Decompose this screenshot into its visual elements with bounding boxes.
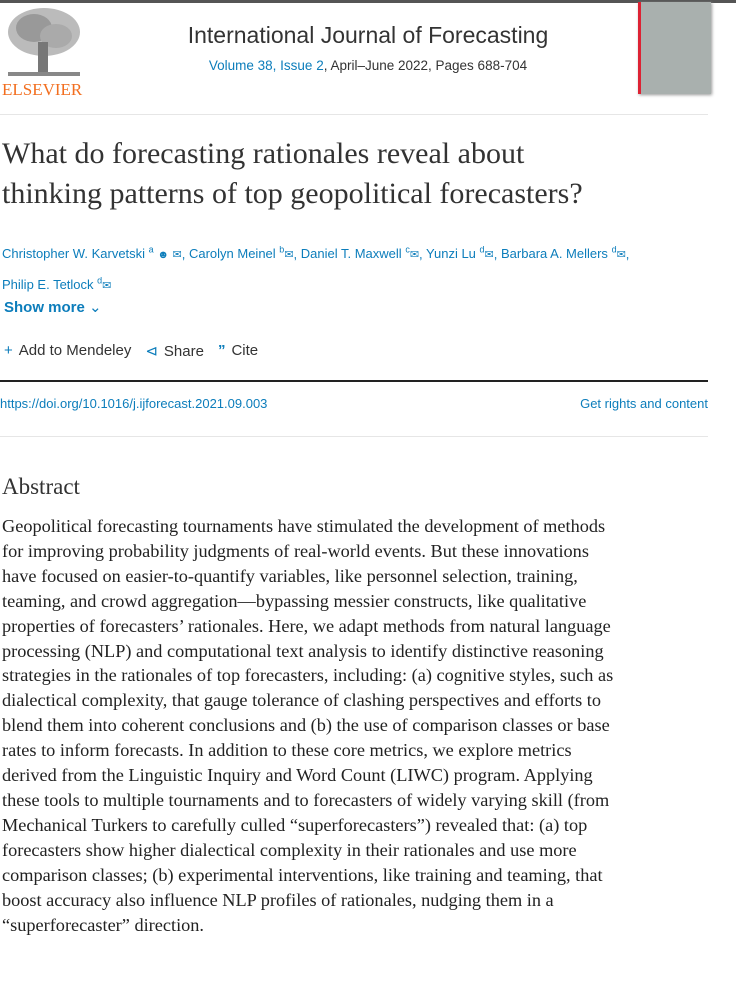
email-icon[interactable]: ✉ [616, 249, 626, 262]
abstract-line: Mechanical Turkers to carefully culled “superforecasters”) revealed that: (a) top [2, 814, 588, 835]
article-actions [4, 342, 258, 360]
journal-title[interactable]: International Journal of Forecasting [187, 22, 549, 48]
abstract-line: dialectical complexity, that gauge tolerance of clashing perspectives and efforts to [2, 690, 601, 711]
person-icon: ☻ [157, 249, 169, 262]
abstract-line: derived from the Linguistic Inquiry and Word Count (LIWC) program. Applying [2, 765, 593, 786]
email-icon[interactable]: ✉ [172, 249, 182, 262]
abstract-line: forecasters show higher dialectical complexity in their rationales and use more [2, 839, 577, 860]
publisher-name: ELSEVIER [2, 80, 83, 99]
doi-link[interactable]: https://doi.org/10.1016/j.ijforecast.2021.09.003 [0, 396, 268, 411]
abstract-line: Geopolitical forecasting tournaments have stimulated the development of methods [2, 516, 606, 536]
plus-icon: + [4, 342, 13, 359]
abstract-line: for improving probability judgments of real-world events. But these innovations [2, 540, 589, 561]
author-link[interactable]: Christopher W. Karvetski $^a$ ☻ ✉ [2, 245, 182, 262]
volume-issue-link[interactable]: Volume 38, Issue 2 [208, 58, 324, 73]
abstract-heading: Abstract [2, 474, 80, 499]
abstract-line: boost accuracy also influence NLP profiles of rationales, nudging them in a [2, 889, 554, 910]
title-line: What do forecasting rationales reveal about [2, 137, 525, 170]
email-icon[interactable]: ✉ [102, 279, 112, 292]
author-list: Christopher W. Karvetski $^a$ ☻ ✉, Carolyn Meinel $^b$✉, Daniel T. Maxwell $^c$✉, Yunzi Lu $^d$✉, Barbara A. Mellers $^d$✉, Philip E. Tetlock $^d$✉ [2, 245, 630, 292]
issue-details: , April–June 2022, Pages 688-704 [323, 58, 528, 73]
quote-icon: ” [217, 342, 226, 359]
journal-cover-image[interactable] [638, 2, 711, 94]
title-line: thinking patterns of top geopolitical forecasters? [2, 177, 583, 210]
journal-info [0, 58, 736, 73]
cite-button[interactable]: ” Cite [217, 342, 259, 359]
abstract-line: comparison classes; (b) experimental interventions, like training and teaming, that [2, 864, 603, 885]
abstract-line: properties of forecasters’ rationales. Here, we adapt methods from natural language [2, 615, 611, 636]
abstract-line: rates to inform forecasts. In addition to these core metrics, we explore metrics [2, 740, 572, 761]
show-more-button[interactable]: Show more ⌄ [4, 299, 102, 316]
share-button[interactable]: ⊲ Share [145, 343, 204, 360]
abstract-text [2, 514, 613, 937]
author-link[interactable]: Philip E. Tetlock $^d$✉ [2, 275, 112, 292]
add-to-mendeley-button[interactable]: + Add to Mendeley [4, 342, 132, 359]
author-link[interactable]: Daniel T. Maxwell $^c$✉ [300, 245, 420, 262]
author-link[interactable]: Carolyn Meinel $^b$✉ [188, 245, 294, 262]
abstract-line: blend them into coherent conclusions and (b) the use of comparison classes or base [2, 715, 610, 736]
chevron-down-icon: ⌄ [89, 299, 102, 316]
divider [0, 436, 708, 437]
get-rights-link[interactable]: Get rights and content [580, 396, 708, 411]
author-link[interactable]: Barbara A. Mellers $^d$✉ [501, 245, 626, 262]
email-icon[interactable]: ✉ [284, 249, 294, 262]
article-title [2, 134, 583, 214]
abstract-line: “superforecaster” direction. [2, 914, 204, 935]
abstract-line: strategies in the rationales of top forecasters, including: (a) cognitive styles, such as [2, 665, 614, 686]
author-link[interactable]: Yunzi Lu $^d$✉ [426, 245, 494, 262]
top-border [0, 0, 736, 3]
share-icon: ⊲ [145, 343, 158, 360]
elsevier-logo[interactable] [2, 6, 88, 99]
divider [0, 380, 708, 382]
email-icon[interactable]: ✉ [484, 249, 494, 262]
abstract-line: processing (NLP) and computational text analysis to identify distinctive reasoning [2, 640, 604, 661]
divider [0, 114, 708, 115]
email-icon[interactable]: ✉ [409, 249, 420, 262]
abstract-line: these tools to multiple tournaments and to forecasters of widely varying skill (from [2, 789, 610, 810]
abstract-line: have focused on easier-to-quantify variables, like personnel selection, training, [2, 565, 578, 586]
abstract-line: teaming, and crowd aggregation—bypassing messier constructs, like qualitative [2, 590, 587, 611]
